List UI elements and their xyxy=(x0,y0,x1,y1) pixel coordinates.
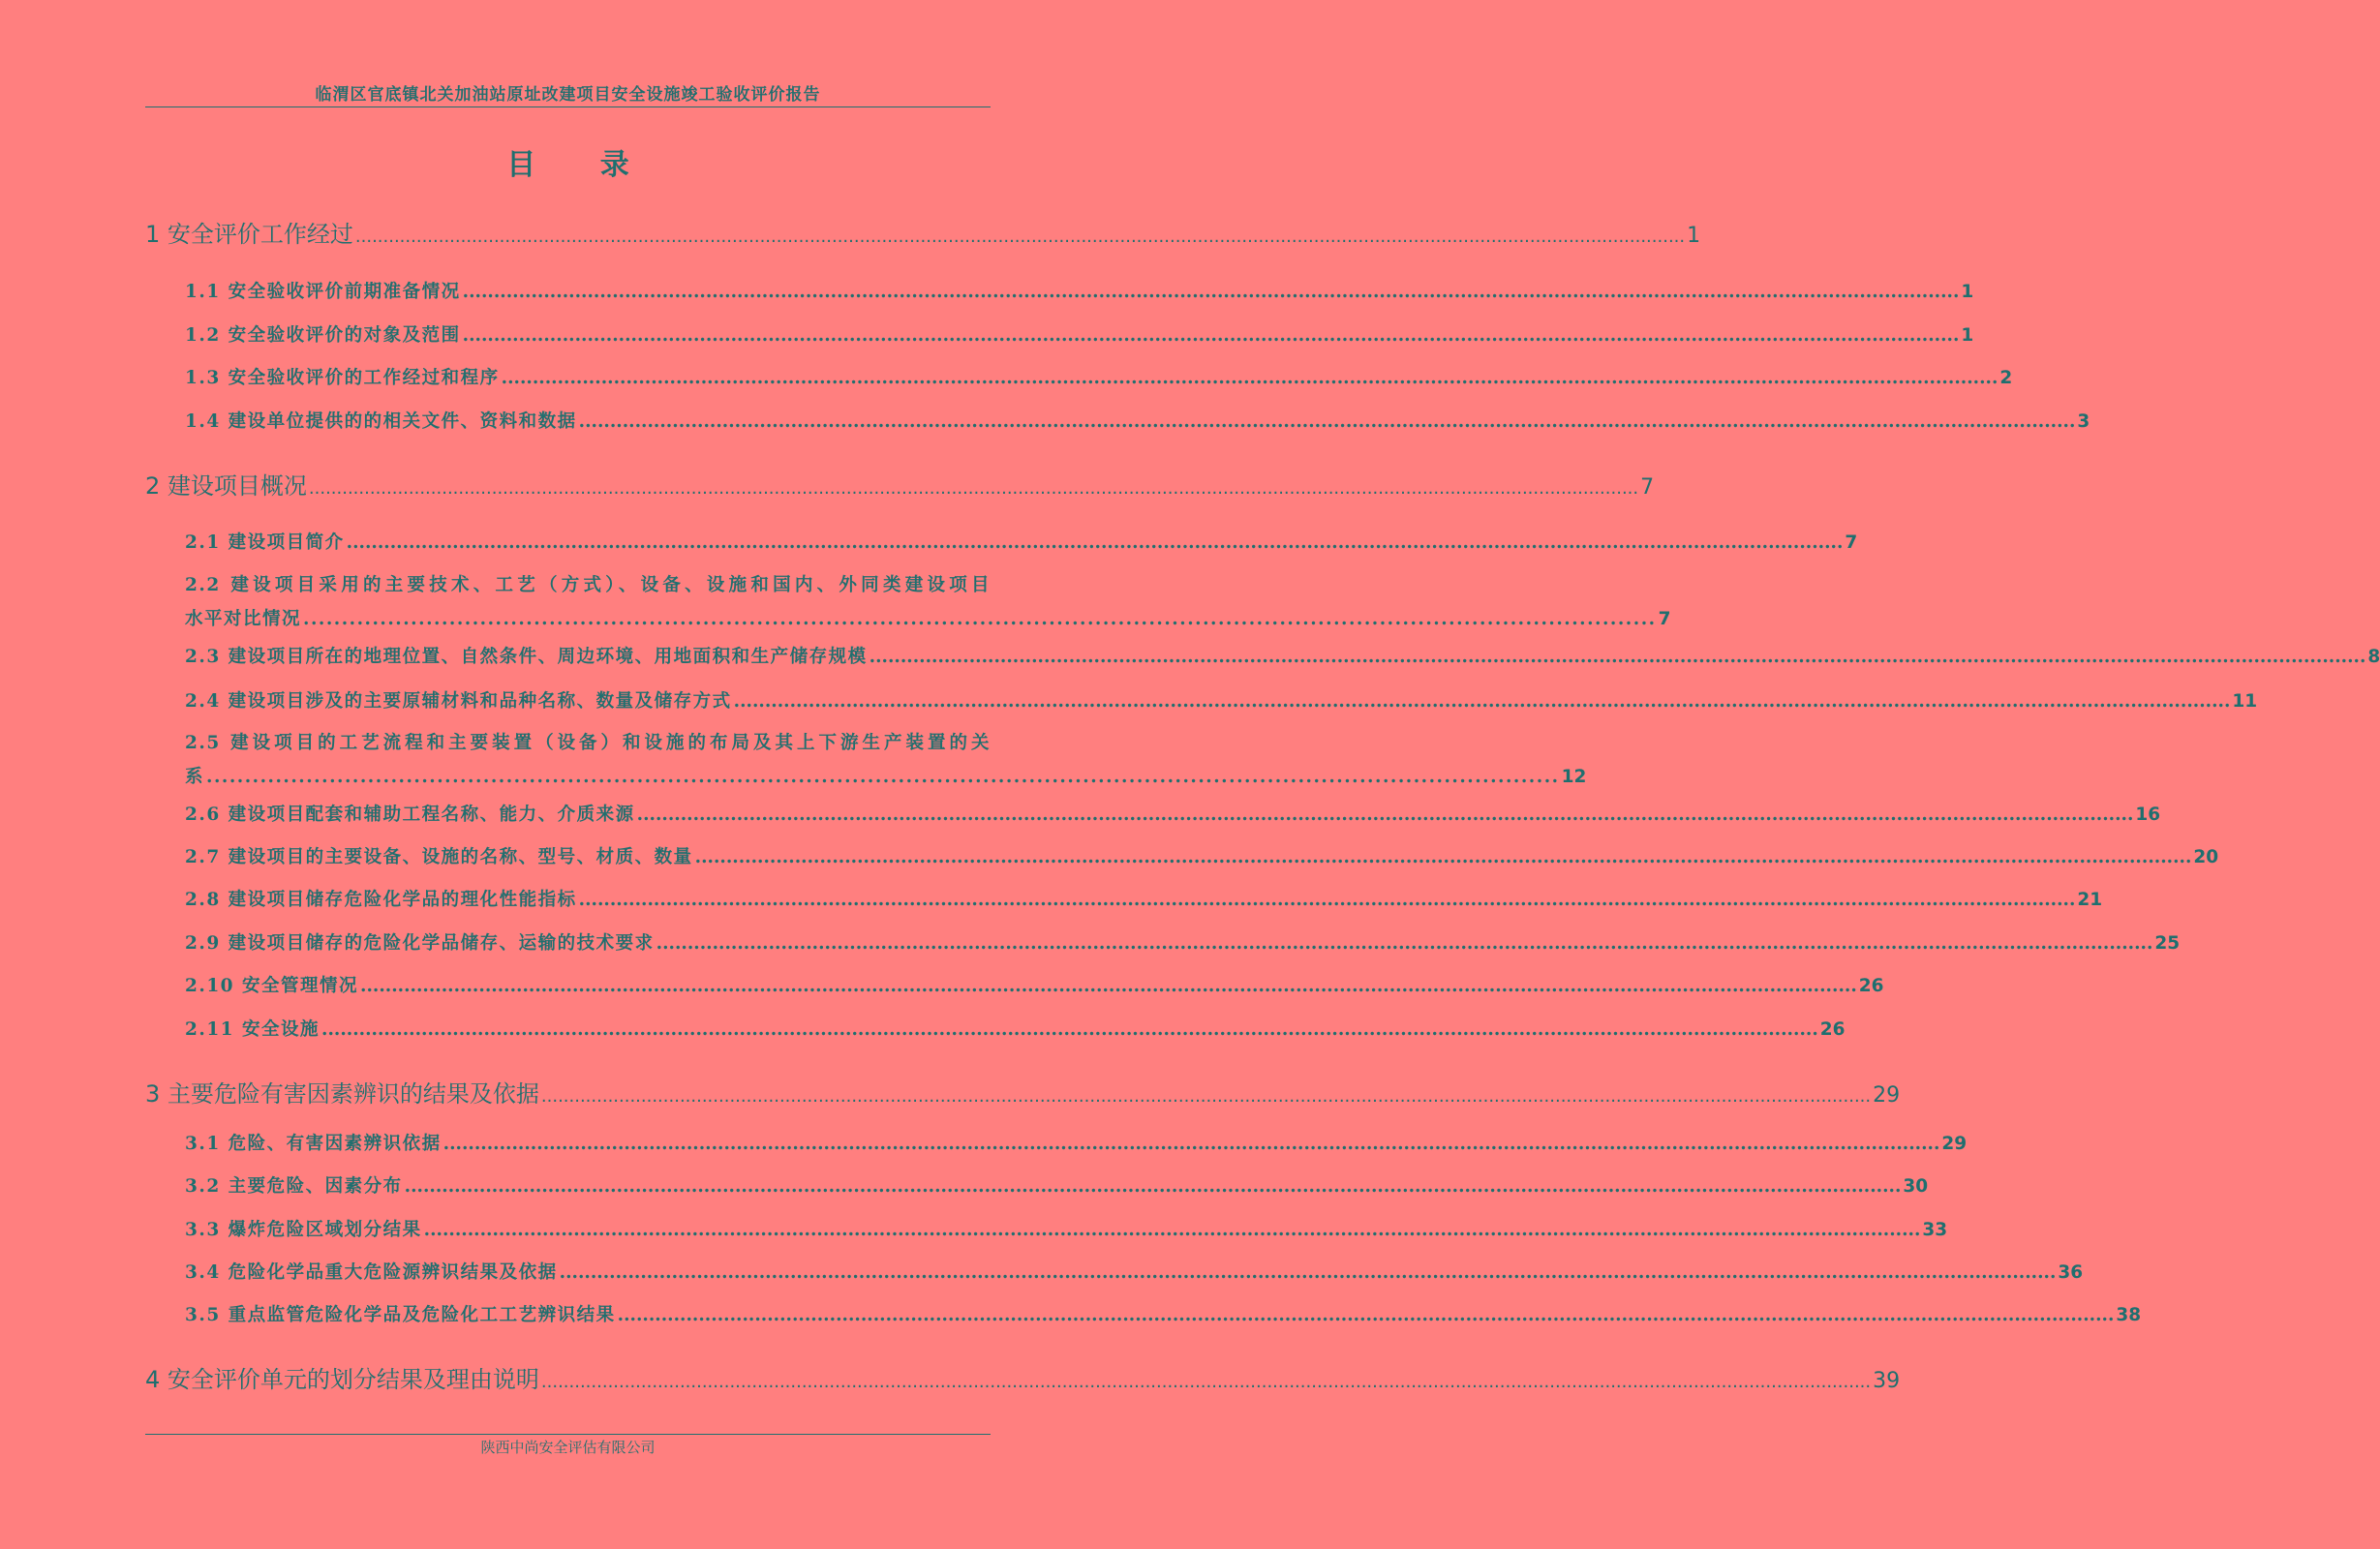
toc-label: 2 建设项目概况 xyxy=(145,472,307,500)
toc-label: 1 安全评价工作经过 xyxy=(145,221,353,248)
toc-label: 3.2 主要危险、因素分布 xyxy=(185,1176,403,1197)
page-footer: 陕西中尚安全评估有限公司 xyxy=(480,1439,656,1456)
toc-page-number: 26 xyxy=(1858,976,1884,996)
toc-label: 2.8 建设项目储存危险化学品的理化性能指标 xyxy=(185,890,577,910)
toc-page-number: 21 xyxy=(2077,890,2103,910)
leader-dots xyxy=(656,933,2153,954)
toc-page-number: 1 xyxy=(1687,224,1701,248)
toc-entry-s2-8[interactable] xyxy=(185,886,2103,911)
toc-label: 3.5 重点监管危险化学品及危险化工工艺辨识结果 xyxy=(185,1305,616,1325)
toc-title: 目 录 xyxy=(506,148,656,182)
toc-page-number: 7 xyxy=(1658,609,1671,629)
toc-label-line2: 系 xyxy=(185,767,205,787)
toc-label: 1.4 建设单位提供的的相关文件、资料和数据 xyxy=(185,411,577,432)
leader-dots xyxy=(734,691,2231,712)
toc-label: 2.7 建设项目的主要设备、设施的名称、型号、材质、数量 xyxy=(185,847,693,867)
toc-entry-s4[interactable] xyxy=(145,1360,1901,1394)
toc-page-number: 11 xyxy=(2232,691,2258,712)
toc-entry-s2-9[interactable] xyxy=(185,929,2181,955)
leader-dots xyxy=(541,1366,1871,1393)
toc-page-number: 38 xyxy=(2116,1305,2142,1325)
leader-dots xyxy=(541,1080,1871,1108)
toc-page-number: 7 xyxy=(1845,532,1858,553)
toc-page-number: 25 xyxy=(2154,933,2181,954)
toc-entry-s1-1[interactable] xyxy=(185,278,1974,303)
leader-dots: ................................................................................................................................................................................ xyxy=(206,767,1560,787)
leader-dots xyxy=(579,411,2076,432)
leader-dots xyxy=(695,847,2192,867)
leader-dots: ................................................................................................................................................................................ xyxy=(303,609,1657,629)
toc-label: 3.1 危险、有害因素辨识依据 xyxy=(185,1134,442,1154)
toc-label: 3.4 危险化学品重大危险源辨识结果及依据 xyxy=(185,1262,558,1283)
leader-dots xyxy=(424,1220,1921,1240)
leader-dots xyxy=(618,1305,2115,1325)
leader-dots xyxy=(560,1262,2057,1283)
toc-page-number: 12 xyxy=(1561,767,1587,787)
toc-entry-s2-6[interactable] xyxy=(185,801,2161,826)
toc-label-line2: 水平对比情况 xyxy=(185,609,302,629)
toc-entry-s2-11[interactable] xyxy=(185,1016,1846,1041)
toc-page-number: 39 xyxy=(1873,1369,1901,1393)
toc-label: 2.9 建设项目储存的危险化学品储存、运输的技术要求 xyxy=(185,933,655,954)
toc-label: 2.4 建设项目涉及的主要原辅材料和品种名称、数量及储存方式 xyxy=(185,691,732,712)
toc-entry-s2-7[interactable] xyxy=(185,843,2219,868)
toc-page-number: 1 xyxy=(1961,282,1974,302)
leader-dots xyxy=(360,976,1857,996)
leader-dots xyxy=(637,805,2134,825)
toc-page-number: 2 xyxy=(1999,368,2013,388)
toc-label: 2.1 建设项目简介 xyxy=(185,532,345,553)
leader-dots xyxy=(309,472,1638,500)
leader-dots xyxy=(321,1019,1818,1040)
toc-page-number: 16 xyxy=(2135,805,2161,825)
toc-entry-s3-2[interactable] xyxy=(185,1172,1929,1198)
toc-entry-s3[interactable] xyxy=(145,1075,1901,1109)
toc-entry-s1[interactable] xyxy=(145,215,1701,249)
toc-page-number: 36 xyxy=(2058,1262,2084,1283)
toc-label: 3.3 爆炸危险区域划分结果 xyxy=(185,1220,422,1240)
toc-entry-s2-10[interactable] xyxy=(185,972,1884,997)
toc-page-number: 33 xyxy=(1922,1220,1948,1240)
leader-dots xyxy=(579,890,2076,910)
toc-label: 2.10 安全管理情况 xyxy=(185,976,358,996)
toc-label-line1: 2.2 建设项目采用的主要技术、工艺（方式）、设备、设施和国内、外同类建设项目 xyxy=(185,575,991,595)
toc-label: 4 安全评价单元的划分结果及理由说明 xyxy=(145,1366,539,1393)
toc-label: 2.11 安全设施 xyxy=(185,1019,320,1040)
leader-dots xyxy=(347,532,1844,553)
toc-page-number: 20 xyxy=(2193,847,2219,867)
toc-label: 1.2 安全验收评价的对象及范围 xyxy=(185,325,461,346)
leader-dots xyxy=(405,1176,1902,1197)
toc-page-number: 29 xyxy=(1873,1083,1901,1108)
toc-entry-s1-4[interactable] xyxy=(185,408,2090,433)
leader-dots xyxy=(355,221,1685,248)
leader-dots xyxy=(870,647,2366,667)
toc-entry-s3-1[interactable] xyxy=(185,1130,1968,1155)
leader-dots xyxy=(443,1134,1940,1154)
toc-entry-s1-3[interactable] xyxy=(185,364,2013,389)
toc-page-number: 3 xyxy=(2077,411,2090,432)
toc-entry-s3-5[interactable] xyxy=(185,1301,2142,1326)
page-header: 临渭区官底镇北关加油站原址改建项目安全设施竣工验收评价报告 xyxy=(315,85,821,105)
toc-entry-s3-3[interactable] xyxy=(185,1216,1948,1241)
leader-dots xyxy=(463,282,1960,302)
toc-entry-s2[interactable] xyxy=(145,467,1655,501)
toc-page-number: 8 xyxy=(2367,647,2380,667)
toc-entry-s2-3[interactable] xyxy=(185,643,2380,668)
toc-entry-s2-4[interactable] xyxy=(185,687,2258,713)
toc-label-line1: 2.5 建设项目的工艺流程和主要装置（设备）和设施的布局及其上下游生产装置的关 xyxy=(185,733,991,753)
toc-page-number: 7 xyxy=(1640,475,1655,500)
toc-label: 3 主要危险有害因素辨识的结果及依据 xyxy=(145,1080,539,1108)
leader-dots xyxy=(463,325,1960,346)
toc-entry-s3-4[interactable] xyxy=(185,1259,2084,1284)
toc-label: 2.6 建设项目配套和辅助工程名称、能力、介质来源 xyxy=(185,805,635,825)
toc-entry-s2-5[interactable] xyxy=(185,729,1587,788)
footer-divider xyxy=(145,1434,991,1435)
toc-page-number: 29 xyxy=(1941,1134,1968,1154)
toc-label: 1.3 安全验收评价的工作经过和程序 xyxy=(185,368,500,388)
toc-page-number: 30 xyxy=(1903,1176,1929,1197)
leader-dots xyxy=(502,368,1999,388)
toc-entry-s1-2[interactable] xyxy=(185,321,1974,347)
toc-label: 1.1 安全验收评价前期准备情况 xyxy=(185,282,461,302)
toc-entry-s2-1[interactable] xyxy=(185,529,1858,554)
toc-page-number: 1 xyxy=(1961,325,1974,346)
toc-entry-s2-2[interactable] xyxy=(185,571,1671,630)
toc-label: 2.3 建设项目所在的地理位置、自然条件、周边环境、用地面积和生产储存规模 xyxy=(185,647,868,667)
toc-page-number: 26 xyxy=(1819,1019,1846,1040)
